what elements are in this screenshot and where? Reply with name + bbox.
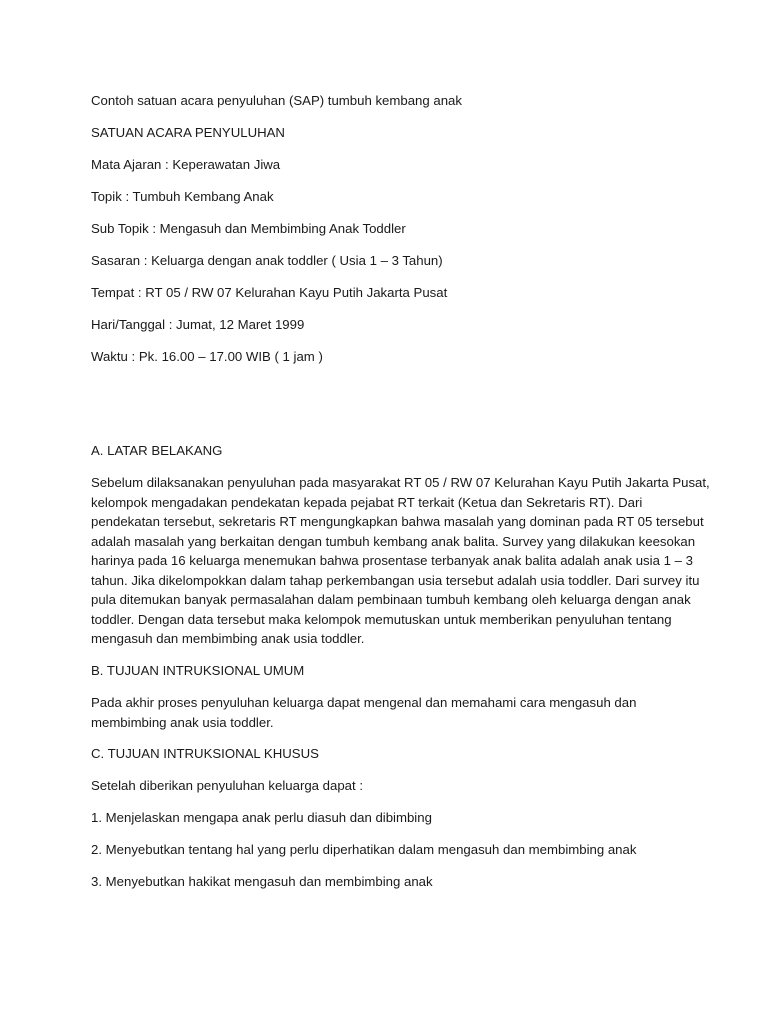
paragraph-line: adalah masalah yang berkaitan dengan tumbuh kembang anak balita. Survey yang dilakukan keesokan (91, 533, 696, 549)
list-item: 2. Menyebutkan tentang hal yang perlu diperhatikan dalam mengasuh dan membimbing anak (91, 842, 637, 857)
section-b-paragraph (91, 693, 681, 732)
paragraph-line: tahun. Jika dikelompokkan dalam tahap perkembangan usia tersebut adalah usia toddler. Dari survey itu (91, 572, 700, 588)
section-a-heading: A. LATAR BELAKANG (91, 443, 223, 458)
paragraph-line: kelompok mengadakan pendekatan kepada pejabat RT terkait (Ketua dan Sekretaris RT). Dari (91, 494, 643, 510)
paragraph-line: mengasuh dan membimbing anak usia toddler. (91, 631, 365, 646)
topic-line: Topik : Tumbuh Kembang Anak (91, 189, 274, 204)
time-line: Waktu : Pk. 16.00 – 17.00 WIB ( 1 jam ) (91, 349, 323, 364)
paragraph-line: Pada akhir proses penyuluhan keluarga dapat mengenal dan memahami cara mengasuh dan (91, 695, 637, 710)
list-item: 3. Menyebutkan hakikat mengasuh dan membimbing anak (91, 874, 433, 889)
paragraph-line: Sebelum dilaksanakan penyuluhan pada masyarakat RT 05 / RW 07 Kelurahan Kayu Putih Jakarta Pusat, (91, 475, 710, 490)
paragraph-line: membimbing anak usia toddler. (91, 714, 274, 730)
section-c-heading: C. TUJUAN INTRUKSIONAL KHUSUS (91, 746, 319, 761)
paragraph-line: pendekatan tersebut, sekretaris RT mengungkapkan bahwa masalah yang dominan pada RT 05 tersebut (91, 514, 704, 529)
subject-line: Mata Ajaran : Keperawatan Jiwa (91, 157, 281, 172)
place-line: Tempat : RT 05 / RW 07 Kelurahan Kayu Putih Jakarta Pusat (91, 285, 448, 300)
section-a-paragraph (91, 473, 710, 649)
list-item: 1. Menjelaskan mengapa anak perlu diasuh dan dibimbing (91, 810, 432, 825)
document-title: Contoh satuan acara penyuluhan (SAP) tumbuh kembang anak (91, 93, 462, 108)
target-line: Sasaran : Keluarga dengan anak toddler ( Usia 1 – 3 Tahun) (91, 253, 443, 268)
subtopic-line: Sub Topik : Mengasuh dan Membimbing Anak Toddler (91, 221, 406, 236)
section-c-intro: Setelah diberikan penyuluhan keluarga dapat : (91, 778, 364, 793)
section-b-heading: B. TUJUAN INTRUKSIONAL UMUM (91, 663, 305, 678)
document-heading: SATUAN ACARA PENYULUHAN (91, 125, 285, 140)
paragraph-line: toddler. Dengan data tersebut maka kelompok memutuskan untuk memberikan penyuluhan tentang (91, 611, 672, 627)
paragraph-line: harinya pada 16 keluarga menemukan bahwa prosentase terbanyak anak balita adalah anak usia 1 – 3 (91, 553, 693, 568)
date-line: Hari/Tanggal : Jumat, 12 Maret 1999 (91, 317, 305, 332)
paragraph-line: pula ditemukan banyak permasalahan dalam pembinaan tumbuh kembang oleh keluarga dengan anak (91, 592, 691, 607)
